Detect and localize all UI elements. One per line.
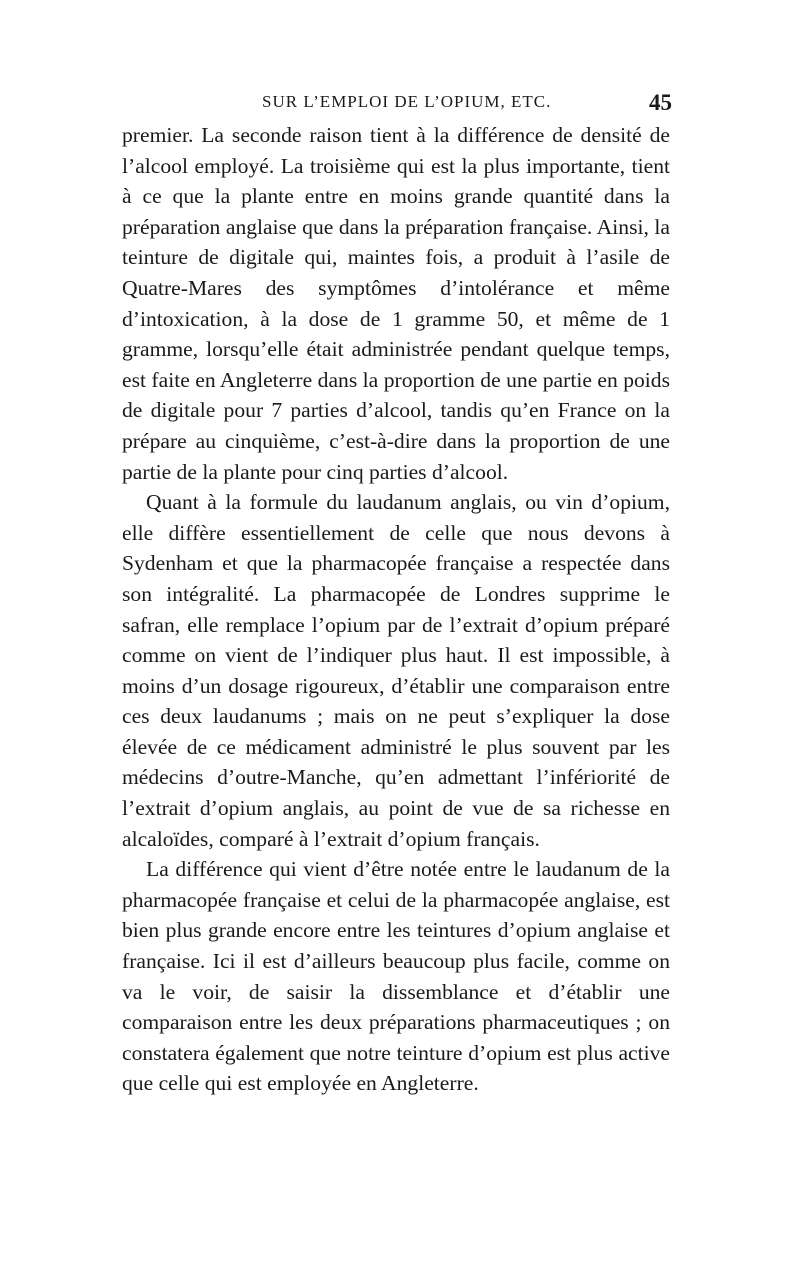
paragraph-tinctures-comparison: La différence qui vient d’être notée entre le laudanum de la pharmacopée française et celui de la pharmacopée anglaise, est bien plus grande encore entre les teintures d’opium anglaise et française. Ici il est d’ailleurs beaucoup plus facile, comme on va le voir, de saisir la dissemblance et d’établir une comparaison entre les deux préparations pharmaceutiques ; on constatera également que notre teinture d’opium est plus active que celle qui est employée en Angleterre.: [122, 857, 670, 1096]
running-head: [120, 92, 672, 114]
running-title: SUR L’EMPLOI DE L’OPIUM, ETC.: [262, 92, 552, 111]
paragraph-laudanum-formula: Quant à la formule du laudanum anglais, ou vin d’opium, elle diffère essentiellement de celle que nous devons à Sydenham et que la pharmacopée française a respectée dans son intégralité. La pharmacopée de Londres supprime le safran, elle remplace l’opium par de l’extrait d’opium préparé comme on vient de l’indiquer plus haut. Il est impossible, à moins d’un dosage rigoureux, d’établir une comparaison entre ces deux laudanums ; mais on ne peut s’expliquer la dose élevée de ce médicament administré le plus souvent par les médecins d’outre-Manche, qu’en admettant l’infériorité de l’extrait d’opium anglais, au point de vue de sa richesse en alcaloïdes, comparé à l’extrait d’opium français.: [122, 490, 670, 851]
paragraph-continuation: premier. La seconde raison tient à la différence de densité de l’alcool employé. La troisième qui est la plus importante, tient à ce que la plante entre en moins grande quantité dans la préparation anglaise que dans la préparation française. Ainsi, la teinture de digitale qui, maintes fois, a produit à l’asile de Quatre-Mares des symptômes d’intolérance et même d’intoxication, à la dose de 1 gramme 50, et même de 1 gramme, lorsqu’elle était administrée pendant quelque temps, est faite en Angleterre dans la proportion de une partie en poids de digitale pour 7 parties d’alcool, tandis qu’en France on la prépare au cinquième, c’est-à-dire dans la proportion de une partie de la plante pour cinq parties d’alcool.: [122, 123, 670, 484]
body-text: [122, 120, 670, 1099]
page-number: 45: [649, 90, 672, 115]
